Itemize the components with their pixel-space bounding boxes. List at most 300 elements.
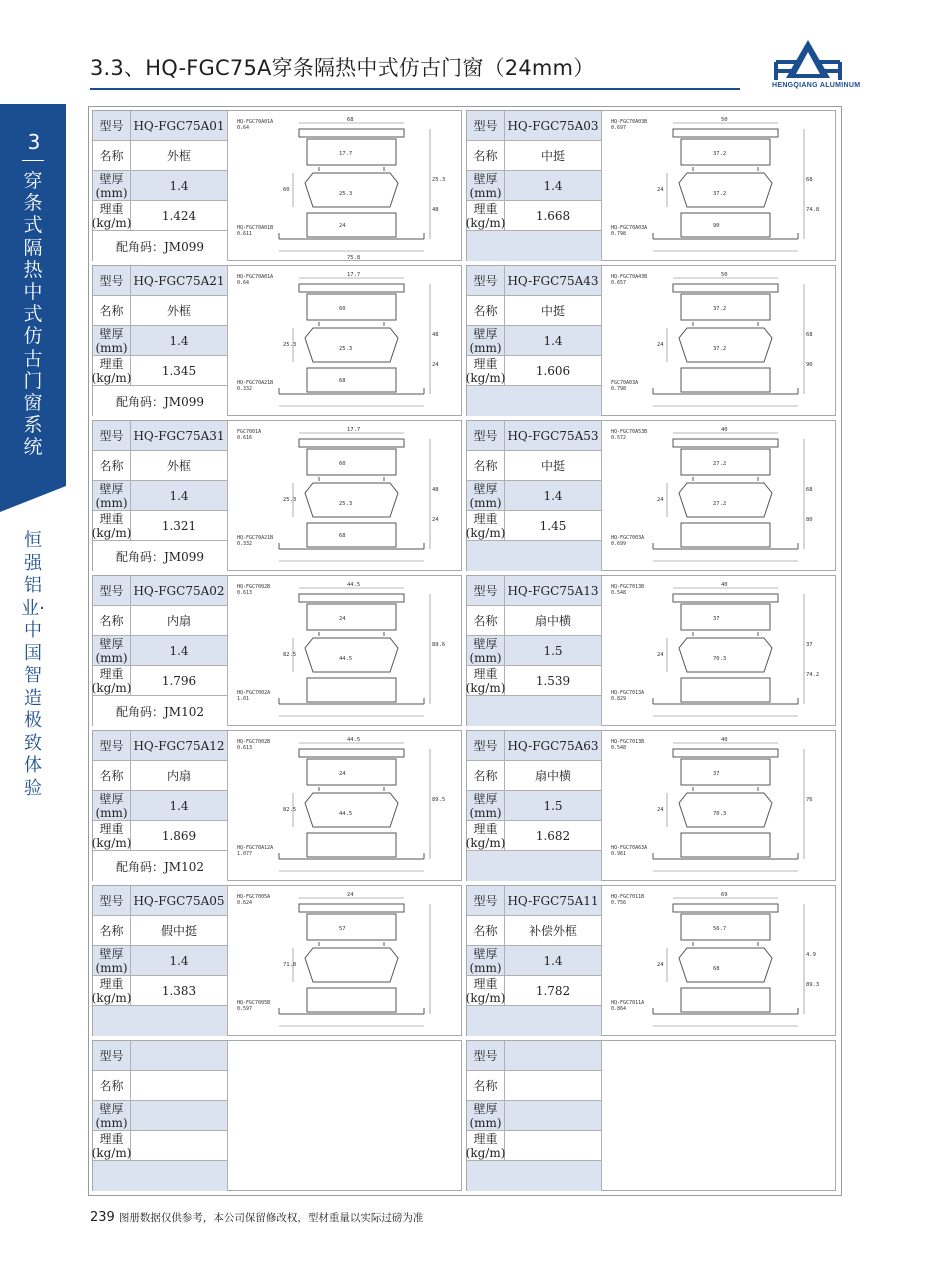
- field-value-model: HQ-FGC75A12: [131, 731, 228, 761]
- field-label-name: 名称: [467, 451, 505, 481]
- part-tag-1: HQ-FGC7011B: [611, 894, 645, 900]
- thermal-break-chamber: [679, 793, 772, 827]
- dim-label: 25.3: [283, 497, 297, 503]
- part-tag-2: HQ-FGC70A12A: [237, 845, 274, 851]
- footer-note: 图册数据仅供参考，本公司保留修改权，型材重量以实际过磅为准: [118, 1212, 424, 1224]
- profile-card: [466, 885, 836, 1036]
- part-tag-1-weight: 0.697: [611, 125, 627, 131]
- part-tag-1-weight: 0.64: [237, 280, 250, 286]
- field-label-name: 名称: [467, 1071, 505, 1101]
- field-label-model: 型号: [467, 731, 505, 761]
- part-tag-1: HQ-FGC70A03B: [611, 119, 648, 125]
- field-label-model: 型号: [93, 576, 131, 606]
- dim-label: 89.3: [806, 982, 820, 988]
- field-value-name: 中挺: [505, 451, 602, 481]
- field-label-thickness: 壁厚(mm): [93, 1101, 131, 1131]
- dim-label: 70.3: [713, 811, 727, 817]
- dim-label: 76: [806, 797, 813, 803]
- part-tag-2-weight: 0.798: [611, 386, 627, 392]
- profile-drawing: [229, 731, 462, 881]
- part-tag-1: HQ-FGC70A53B: [611, 429, 648, 435]
- part-tag-2-weight: 1.077: [237, 851, 253, 857]
- part-tag-2: HQ-FGC7002A: [237, 690, 271, 696]
- profile-card: [92, 1040, 462, 1191]
- part-tag-2-weight: 0.597: [237, 1006, 253, 1012]
- page-footer: [90, 1210, 423, 1225]
- profile-drawing: [603, 1041, 836, 1191]
- field-label-weight: 理重(kg/m): [91, 1131, 132, 1160]
- corner-code: [467, 231, 602, 261]
- part-tag-2-weight: 0.798: [611, 231, 627, 237]
- corner-code: [467, 386, 602, 416]
- field-label-name: 名称: [467, 141, 505, 171]
- field-value-model: HQ-FGC75A21: [131, 266, 228, 296]
- part-tag-1: FGC7001A: [237, 429, 262, 435]
- part-tag-2-weight: 0.829: [611, 696, 627, 702]
- dim-label: 40: [721, 737, 728, 743]
- dim-label: 89.6: [432, 642, 446, 648]
- dim-label: 68: [806, 332, 813, 338]
- profile-drawing: [229, 111, 462, 261]
- thermal-break-chamber: [305, 173, 398, 207]
- part-tag-1-weight: 0.548: [611, 590, 627, 596]
- dim-label: 24: [657, 342, 664, 348]
- field-value-thickness: 1.5: [505, 636, 602, 666]
- field-label-weight: 理重(kg/m): [465, 201, 506, 230]
- part-tag-1: HQ-FGC7002B: [237, 584, 271, 590]
- profile-drawing: [603, 111, 836, 261]
- dim-label: 37.2: [713, 306, 727, 312]
- field-value-weight: 1.782: [505, 976, 602, 1006]
- dim-label: 37: [713, 771, 720, 777]
- field-label-model: 型号: [467, 886, 505, 916]
- dim-label: 70.3: [713, 656, 727, 662]
- profile-card: [92, 110, 462, 261]
- dim-label: 80: [806, 517, 813, 523]
- profile-drawing: [603, 421, 836, 571]
- field-value-thickness: 1.4: [131, 636, 228, 666]
- field-label-weight: 理重(kg/m): [91, 511, 132, 540]
- chamber: [307, 213, 396, 237]
- dim-label: 44.5: [347, 582, 361, 588]
- corner-code: [93, 1161, 228, 1191]
- field-value-thickness: 1.4: [505, 171, 602, 201]
- thermal-break-chamber: [679, 483, 772, 517]
- dim-label: 89.5: [432, 797, 446, 803]
- chamber: [307, 449, 396, 475]
- part-tag-2: HQ-FGC70A21B: [237, 380, 274, 386]
- field-value-thickness: 1.4: [505, 326, 602, 356]
- thermal-break-chamber: [305, 793, 398, 827]
- field-label-weight: 理重(kg/m): [91, 356, 132, 385]
- thermal-break-chamber: [679, 328, 772, 362]
- brand-name: HENGQIANG ALUMINUM: [772, 82, 861, 89]
- chamber: [307, 988, 396, 1012]
- profile-card: [466, 265, 836, 416]
- field-label-model: 型号: [467, 111, 505, 141]
- dim-label: 37.2: [713, 346, 727, 352]
- field-label-thickness: 壁厚(mm): [467, 171, 505, 201]
- field-value-name: 中挺: [505, 141, 602, 171]
- field-value-thickness: 1.5: [505, 791, 602, 821]
- chamber: [307, 294, 396, 320]
- field-label-name: 名称: [93, 761, 131, 791]
- field-label-thickness: 壁厚(mm): [93, 326, 131, 356]
- field-value-name: 外框: [131, 451, 228, 481]
- profile-card: [466, 1040, 836, 1191]
- thermal-break-chamber: [305, 483, 398, 517]
- part-tag-2: HQ-FGC7003A: [611, 535, 645, 541]
- corner-code: [93, 1006, 228, 1036]
- profile-drawing: [229, 576, 462, 726]
- profile-card: [92, 885, 462, 1036]
- dim-label: 60: [339, 461, 346, 467]
- field-label-name: 名称: [467, 916, 505, 946]
- profile-base: [279, 388, 424, 394]
- corner-code: [467, 1006, 602, 1036]
- chamber: [681, 759, 770, 785]
- profile-card: [466, 110, 836, 261]
- field-label-model: 型号: [93, 421, 131, 451]
- dim-label: 82.5: [283, 652, 297, 658]
- field-label-name: 名称: [93, 1071, 131, 1101]
- field-label-model: 型号: [93, 731, 131, 761]
- profile-base: [279, 233, 424, 239]
- dim-label: 24: [432, 517, 439, 523]
- thermal-break-chamber: [679, 173, 772, 207]
- field-value-thickness: 1.4: [131, 791, 228, 821]
- dim-label: 44.5: [339, 811, 353, 817]
- field-value-name: 外框: [131, 296, 228, 326]
- part-tag-2-weight: 0.961: [611, 851, 627, 857]
- profile-base: [279, 1008, 424, 1014]
- part-tag-1-weight: 0.756: [611, 900, 627, 906]
- thermal-break-chamber: [305, 328, 398, 362]
- part-tag-1-weight: 0.657: [611, 280, 627, 286]
- profile-card: [466, 575, 836, 726]
- part-tag-2: FGC70A03A: [611, 380, 639, 386]
- dim-label: 90: [713, 223, 720, 229]
- field-label-model: 型号: [93, 886, 131, 916]
- part-tag-1-weight: 0.572: [611, 435, 627, 441]
- field-label-name: 名称: [467, 296, 505, 326]
- chapter-title: 穿条式隔热中式仿古门窗系统: [23, 170, 43, 459]
- field-value-thickness: 1.4: [131, 326, 228, 356]
- dim-label: 37: [806, 642, 813, 648]
- field-label-name: 名称: [93, 606, 131, 636]
- dim-label: 17.7: [347, 427, 361, 433]
- brand-slogan: 恒强铝业·中国智造 极致体验: [21, 530, 45, 799]
- part-tag-1-weight: 0.64: [237, 125, 250, 131]
- profile-outline: [299, 594, 404, 602]
- title-rule: [90, 88, 740, 90]
- field-label-model: 型号: [93, 111, 131, 141]
- part-tag-2-weight: 0.699: [611, 541, 627, 547]
- corner-code: 配角码：JM102: [93, 851, 228, 881]
- field-label-thickness: 壁厚(mm): [467, 326, 505, 356]
- profile-base: [653, 853, 798, 859]
- field-label-model: 型号: [467, 576, 505, 606]
- profile-outline: [299, 749, 404, 757]
- field-value-weight: 1.796: [131, 666, 228, 696]
- dim-label: 25.3: [339, 346, 353, 352]
- part-tag-1: HQ-FGC7005A: [237, 894, 271, 900]
- field-value-model: HQ-FGC75A01: [131, 111, 228, 141]
- chamber: [681, 368, 770, 392]
- part-tag-1: HQ-FGC70A01A: [237, 274, 274, 280]
- field-label-thickness: 壁厚(mm): [93, 791, 131, 821]
- chamber: [307, 523, 396, 547]
- profile-base: [653, 698, 798, 704]
- field-label-weight: 理重(kg/m): [91, 821, 132, 850]
- profile-drawing: [229, 1041, 462, 1191]
- profile-outline: [299, 904, 404, 912]
- part-tag-2: HQ-FGC70A03A: [611, 225, 648, 231]
- field-label-thickness: 壁厚(mm): [467, 946, 505, 976]
- dim-label: 40: [721, 427, 728, 433]
- profile-drawing: [603, 886, 836, 1036]
- dim-label: 24: [339, 771, 346, 777]
- dim-label: 25.3: [283, 342, 297, 348]
- field-label-model: 型号: [467, 421, 505, 451]
- field-label-name: 名称: [93, 916, 131, 946]
- part-tag-2: HQ-FGC7005B: [237, 1000, 271, 1006]
- profile-outline: [299, 284, 404, 292]
- field-value-weight: 1.345: [131, 356, 228, 386]
- profile-base: [279, 853, 424, 859]
- field-label-model: 型号: [467, 266, 505, 296]
- profile-outline: [673, 594, 778, 602]
- dim-label: 24: [657, 962, 664, 968]
- field-value-name: 扇中横: [505, 606, 602, 636]
- field-label-name: 名称: [93, 451, 131, 481]
- dim-label: 48: [432, 487, 439, 493]
- profile-outline: [299, 129, 404, 137]
- profile-card: [466, 730, 836, 881]
- chamber: [681, 213, 770, 237]
- field-value-name: 扇中横: [505, 761, 602, 791]
- corner-code: [467, 696, 602, 726]
- part-tag-1-weight: 0.616: [237, 435, 253, 441]
- thermal-break-chamber: [679, 948, 772, 982]
- field-label-weight: 理重(kg/m): [465, 1131, 506, 1160]
- profile-drawing: [603, 731, 836, 881]
- field-label-thickness: 壁厚(mm): [93, 481, 131, 511]
- part-tag-1: HQ-FGC7013B: [611, 584, 645, 590]
- profile-drawing: [603, 576, 836, 726]
- dim-label: 74.2: [806, 672, 820, 678]
- dim-label: 24: [657, 187, 664, 193]
- corner-code: 配角码：JM102: [93, 696, 228, 726]
- chamber: [681, 604, 770, 630]
- dim-label: 48: [432, 332, 439, 338]
- profile-base: [653, 233, 798, 239]
- field-value-weight: 1.668: [505, 201, 602, 231]
- chamber: [307, 678, 396, 702]
- field-label-name: 名称: [93, 141, 131, 171]
- dim-label: 60: [339, 306, 346, 312]
- dim-label: 24: [339, 616, 346, 622]
- dim-label: 60: [283, 187, 290, 193]
- field-value-weight: 1.539: [505, 666, 602, 696]
- chamber: [681, 678, 770, 702]
- dim-label: 25.3: [339, 191, 353, 197]
- field-value-weight: 1.45: [505, 511, 602, 541]
- part-tag-2: HQ-FGC7013A: [611, 690, 645, 696]
- profile-outline: [299, 439, 404, 447]
- dim-label: 24: [657, 652, 664, 658]
- field-value-name: 中挺: [505, 296, 602, 326]
- field-value-name: 外框: [131, 141, 228, 171]
- field-value-weight: 1.682: [505, 821, 602, 851]
- field-label-thickness: 壁厚(mm): [467, 481, 505, 511]
- field-label-thickness: 壁厚(mm): [467, 636, 505, 666]
- field-label-weight: 理重(kg/m): [465, 821, 506, 850]
- field-value-model: HQ-FGC75A63: [505, 731, 602, 761]
- dim-label: 4.9: [806, 952, 816, 958]
- field-label-weight: 理重(kg/m): [465, 666, 506, 695]
- chamber: [681, 523, 770, 547]
- field-label-model: 型号: [93, 266, 131, 296]
- field-label-name: 名称: [93, 296, 131, 326]
- part-tag-1-weight: 0.624: [237, 900, 253, 906]
- profile-card: [92, 420, 462, 571]
- profile-base: [653, 543, 798, 549]
- field-label-weight: 理重(kg/m): [465, 511, 506, 540]
- field-value-weight: 1.869: [131, 821, 228, 851]
- profile-card: [92, 575, 462, 726]
- part-tag-2-weight: 0.611: [237, 231, 253, 237]
- part-tag-2-weight: 1.01: [237, 696, 250, 702]
- profile-base: [653, 1008, 798, 1014]
- field-label-weight: 理重(kg/m): [91, 666, 132, 695]
- field-label-thickness: 壁厚(mm): [93, 636, 131, 666]
- field-value-weight: 1.606: [505, 356, 602, 386]
- part-tag-2: HQ-FGC70A63A: [611, 845, 648, 851]
- corner-code: 配角码：JM099: [93, 541, 228, 571]
- part-tag-1: HQ-FGC7013B: [611, 739, 645, 745]
- dim-label: 50: [721, 117, 728, 123]
- dim-label: 44.5: [347, 737, 361, 743]
- profile-outline: [673, 129, 778, 137]
- profile-card: [92, 265, 462, 416]
- field-value-model: HQ-FGC75A43: [505, 266, 602, 296]
- dim-label: 68: [713, 966, 720, 972]
- profile-drawing: [229, 886, 462, 1036]
- part-tag-2-weight: 0.332: [237, 386, 253, 392]
- thermal-break-chamber: [679, 638, 772, 672]
- chamber: [307, 833, 396, 857]
- part-tag-2: HQ-FGC7011A: [611, 1000, 645, 1006]
- corner-code: [467, 851, 602, 881]
- profile-base: [653, 388, 798, 394]
- field-value-model: HQ-FGC75A11: [505, 886, 602, 916]
- dim-label: 82.5: [283, 807, 297, 813]
- field-value-weight: [505, 1131, 602, 1161]
- field-value-weight: 1.383: [131, 976, 228, 1006]
- dim-label: 68: [806, 177, 813, 183]
- field-value-model: HQ-FGC75A05: [131, 886, 228, 916]
- field-value-thickness: [505, 1101, 602, 1131]
- field-value-model: HQ-FGC75A13: [505, 576, 602, 606]
- profile-drawing: [229, 421, 462, 571]
- dim-label: 37: [713, 616, 720, 622]
- field-value-name: 补偿外框: [505, 916, 602, 946]
- thermal-break-chamber: [305, 948, 398, 982]
- part-tag-1-weight: 0.548: [611, 745, 627, 751]
- field-value-weight: [131, 1131, 228, 1161]
- profile-drawing: [603, 266, 836, 416]
- dim-label: 25.3: [339, 501, 353, 507]
- field-value-model: [505, 1041, 602, 1071]
- dim-label: 27.2: [713, 461, 727, 467]
- field-label-weight: 理重(kg/m): [465, 356, 506, 385]
- chamber: [307, 759, 396, 785]
- field-value-thickness: 1.4: [505, 481, 602, 511]
- dim-label: 57: [339, 926, 346, 932]
- profile-outline: [673, 904, 778, 912]
- field-label-model: 型号: [93, 1041, 131, 1071]
- chapter-divider: [22, 160, 44, 161]
- dim-label: 68: [806, 487, 813, 493]
- thermal-break-chamber: [305, 638, 398, 672]
- chamber: [307, 604, 396, 630]
- field-value-model: HQ-FGC75A03: [505, 111, 602, 141]
- corner-code: [467, 541, 602, 571]
- dim-label: 17.7: [347, 272, 361, 278]
- dim-label: 90: [806, 362, 813, 368]
- dim-label: 24: [657, 497, 664, 503]
- profile-outline: [673, 749, 778, 757]
- field-label-thickness: 壁厚(mm): [467, 791, 505, 821]
- dim-label: 74.8: [806, 207, 820, 213]
- dim-label: 56.7: [713, 926, 727, 932]
- field-value-model: [131, 1041, 228, 1071]
- field-value-model: HQ-FGC75A02: [131, 576, 228, 606]
- field-value-weight: 1.424: [131, 201, 228, 231]
- field-value-name: [505, 1071, 602, 1101]
- chamber: [307, 368, 396, 392]
- part-tag-1: HQ-FGC70A01A: [237, 119, 274, 125]
- chamber: [681, 833, 770, 857]
- dim-label: 69: [721, 892, 728, 898]
- field-value-model: HQ-FGC75A31: [131, 421, 228, 451]
- part-tag-1: HQ-FGC70A43B: [611, 274, 648, 280]
- field-value-name: 假中挺: [131, 916, 228, 946]
- dim-label: 25.3: [432, 177, 446, 183]
- dim-label: 37.2: [713, 151, 727, 157]
- field-label-thickness: 壁厚(mm): [467, 1101, 505, 1131]
- dim-label: 24: [347, 892, 354, 898]
- field-value-thickness: 1.4: [131, 171, 228, 201]
- profile-card: [466, 420, 836, 571]
- page-title: 3.3、HQ-FGC75A穿条隔热中式仿古门窗（24mm）: [90, 56, 595, 80]
- field-value-model: HQ-FGC75A53: [505, 421, 602, 451]
- chapter-number: 3: [27, 130, 41, 154]
- dim-label: 75.8: [347, 255, 361, 261]
- part-tag-2: HQ-FGC70A21B: [237, 535, 274, 541]
- field-value-thickness: 1.4: [131, 946, 228, 976]
- part-tag-1: HQ-FGC7002B: [237, 739, 271, 745]
- dim-label: 68: [347, 117, 354, 123]
- profile-outline: [673, 439, 778, 447]
- field-value-thickness: [131, 1101, 228, 1131]
- corner-code: [467, 1161, 602, 1191]
- field-label-thickness: 壁厚(mm): [93, 946, 131, 976]
- field-label-weight: 理重(kg/m): [91, 201, 132, 230]
- dim-label: 24: [432, 362, 439, 368]
- field-value-name: 内扇: [131, 761, 228, 791]
